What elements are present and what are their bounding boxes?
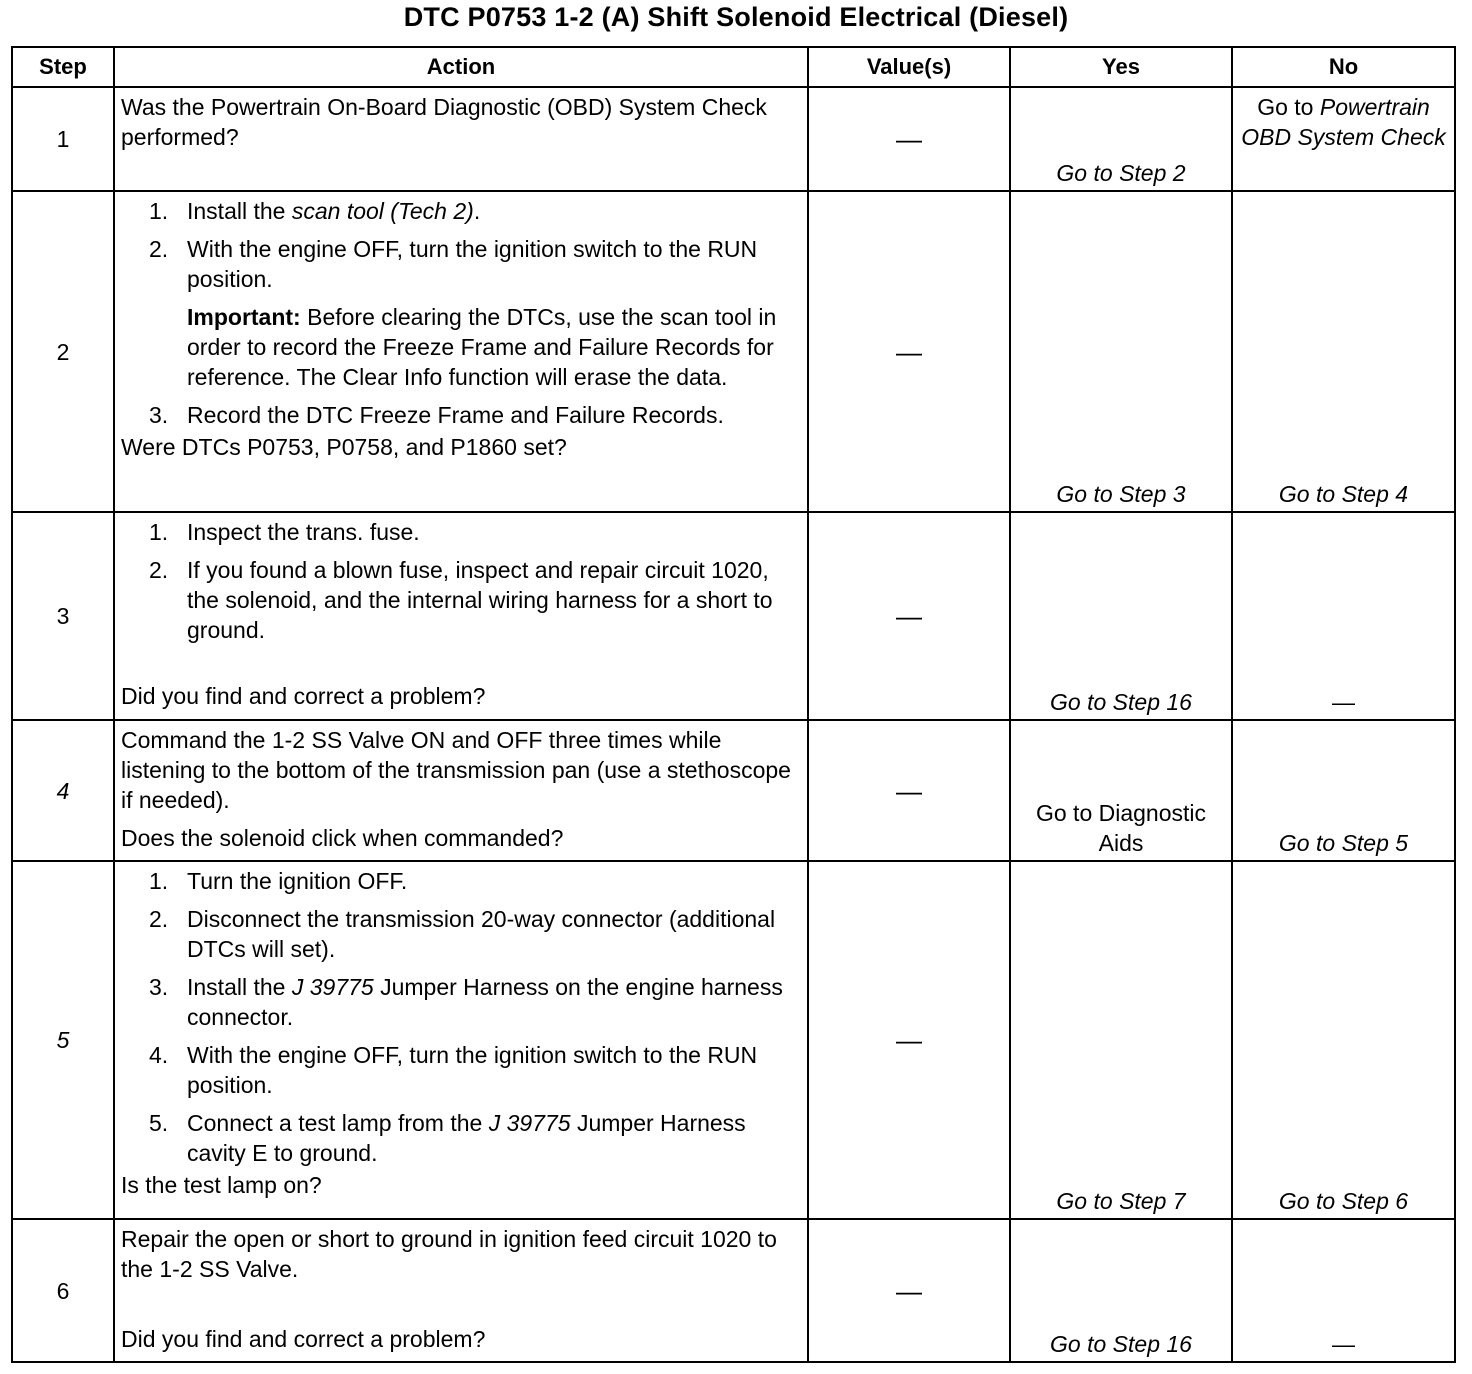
list-number: 1. (149, 868, 169, 894)
action-text: Command the 1-2 SS Valve ON and OFF three times while listening to the bottom of the transmission pan (use a stethoscope if needed). (121, 727, 791, 813)
yes-cell: Go to Step 7 (1010, 861, 1232, 1219)
action-cell (114, 512, 808, 720)
list-number: 1. (149, 198, 169, 224)
value-cell: — (808, 87, 1010, 191)
no-prefix: Go to (1257, 94, 1314, 120)
important-text: Before clearing the DTCs, use the scan tool in order to record the Freeze Frame and Failure Records for reference. The Clear Info function will erase the data. (187, 304, 777, 390)
list-item (121, 555, 799, 645)
no-reference: Powertrain OBD System Check (1241, 94, 1446, 150)
no-cell: — (1232, 1219, 1455, 1362)
table-row (12, 87, 1455, 191)
yes-cell: Go to Diagnostic Aids (1010, 720, 1232, 861)
table-row (12, 191, 1455, 512)
list-text: Jumper Harness cavity E to ground. (187, 1110, 746, 1166)
list-text: Install the (187, 198, 286, 224)
list-item (121, 196, 799, 226)
no-cell: Go to Step 6 (1232, 861, 1455, 1219)
no-cell: — (1232, 512, 1455, 720)
list-text: Disconnect the transmission 20-way connector (additional DTCs will set). (187, 906, 776, 962)
step-number: 4 (12, 720, 114, 861)
header-step: Step (12, 47, 114, 87)
value-cell: — (808, 191, 1010, 512)
yes-cell: Go to Step 16 (1010, 1219, 1232, 1362)
action-cell (114, 191, 808, 512)
table-row (12, 1219, 1455, 1362)
list-item (121, 234, 799, 294)
list-number: 3. (149, 974, 169, 1000)
question-text: Did you find and correct a problem? (121, 1326, 486, 1352)
list-item (121, 1040, 799, 1100)
step-number: 3 (12, 512, 114, 720)
list-number: 5. (149, 1110, 169, 1136)
step-number: 6 (12, 1219, 114, 1362)
yes-cell: Go to Step 16 (1010, 512, 1232, 720)
yes-cell: Go to Step 2 (1010, 87, 1232, 191)
list-text: Record the DTC Freeze Frame and Failure Records. (187, 402, 724, 428)
list-number: 4. (149, 1042, 169, 1068)
list-text: If you found a blown fuse, inspect and repair circuit 1020, the solenoid, and the internal wiring harness for a short to ground. (187, 557, 773, 643)
step-number: 5 (12, 861, 114, 1219)
list-item (121, 972, 799, 1032)
action-cell (114, 1219, 808, 1362)
question-text: Did you find and correct a problem? (121, 683, 486, 709)
question-text: Is the test lamp on? (121, 1172, 322, 1198)
action-cell (114, 87, 808, 191)
list-number: 2. (149, 906, 169, 932)
list-item (121, 400, 799, 430)
list-text: With the engine OFF, turn the ignition switch to the RUN position. (187, 236, 758, 292)
list-number: 1. (149, 519, 169, 545)
question-text: Were DTCs P0753, P0758, and P1860 set? (121, 434, 567, 460)
list-text: Inspect the trans. fuse. (187, 519, 420, 545)
table-row (12, 861, 1455, 1219)
list-text: . (473, 198, 481, 224)
list-item (121, 517, 799, 547)
table-row (12, 512, 1455, 720)
header-yes: Yes (1010, 47, 1232, 87)
important-label: Important: (187, 304, 301, 330)
list-item (121, 1108, 799, 1168)
question-text: Does the solenoid click when commanded? (121, 825, 564, 851)
header-values: Value(s) (808, 47, 1010, 87)
tool-name: J 39775 (291, 974, 374, 1000)
action-cell (114, 720, 808, 861)
no-cell (1232, 87, 1455, 191)
list-item (121, 904, 799, 964)
no-cell: Go to Step 4 (1232, 191, 1455, 512)
action-list (121, 866, 799, 1168)
header-action: Action (114, 47, 808, 87)
list-number: 2. (149, 236, 169, 262)
step-number: 2 (12, 191, 114, 512)
action-list (121, 517, 799, 645)
yes-cell: Go to Step 3 (1010, 191, 1232, 512)
tool-name: J 39775 (488, 1110, 571, 1136)
list-text: Install the (187, 974, 286, 1000)
value-cell: — (808, 861, 1010, 1219)
list-text: Turn the ignition OFF. (187, 868, 408, 894)
list-number: 3. (149, 402, 169, 428)
value-cell: — (808, 512, 1010, 720)
important-note (121, 302, 799, 392)
page-title: DTC P0753 1-2 (A) Shift Solenoid Electrical (Diesel) (403, 2, 1069, 32)
value-cell: — (808, 1219, 1010, 1362)
table-header-row (12, 47, 1455, 87)
diagnostic-table (11, 46, 1456, 1363)
list-item (121, 866, 799, 896)
list-number: 2. (149, 557, 169, 583)
tool-name: scan tool (Tech 2) (291, 198, 474, 224)
list-text: Jumper Harness on the engine harness connector. (187, 974, 783, 1030)
action-list (121, 196, 799, 294)
action-text: Repair the open or short to ground in ignition feed circuit 1020 to the 1-2 SS Valve. (121, 1226, 777, 1282)
step-number: 1 (12, 87, 114, 191)
action-list (121, 400, 799, 430)
action-cell (114, 861, 808, 1219)
header-no: No (1232, 47, 1455, 87)
list-text: With the engine OFF, turn the ignition switch to the RUN position. (187, 1042, 758, 1098)
value-cell: — (808, 720, 1010, 861)
action-text: Was the Powertrain On-Board Diagnostic (OBD) System Check performed? (121, 94, 767, 150)
table-row (12, 720, 1455, 861)
no-cell: Go to Step 5 (1232, 720, 1455, 861)
list-text: Connect a test lamp from the (187, 1110, 483, 1136)
